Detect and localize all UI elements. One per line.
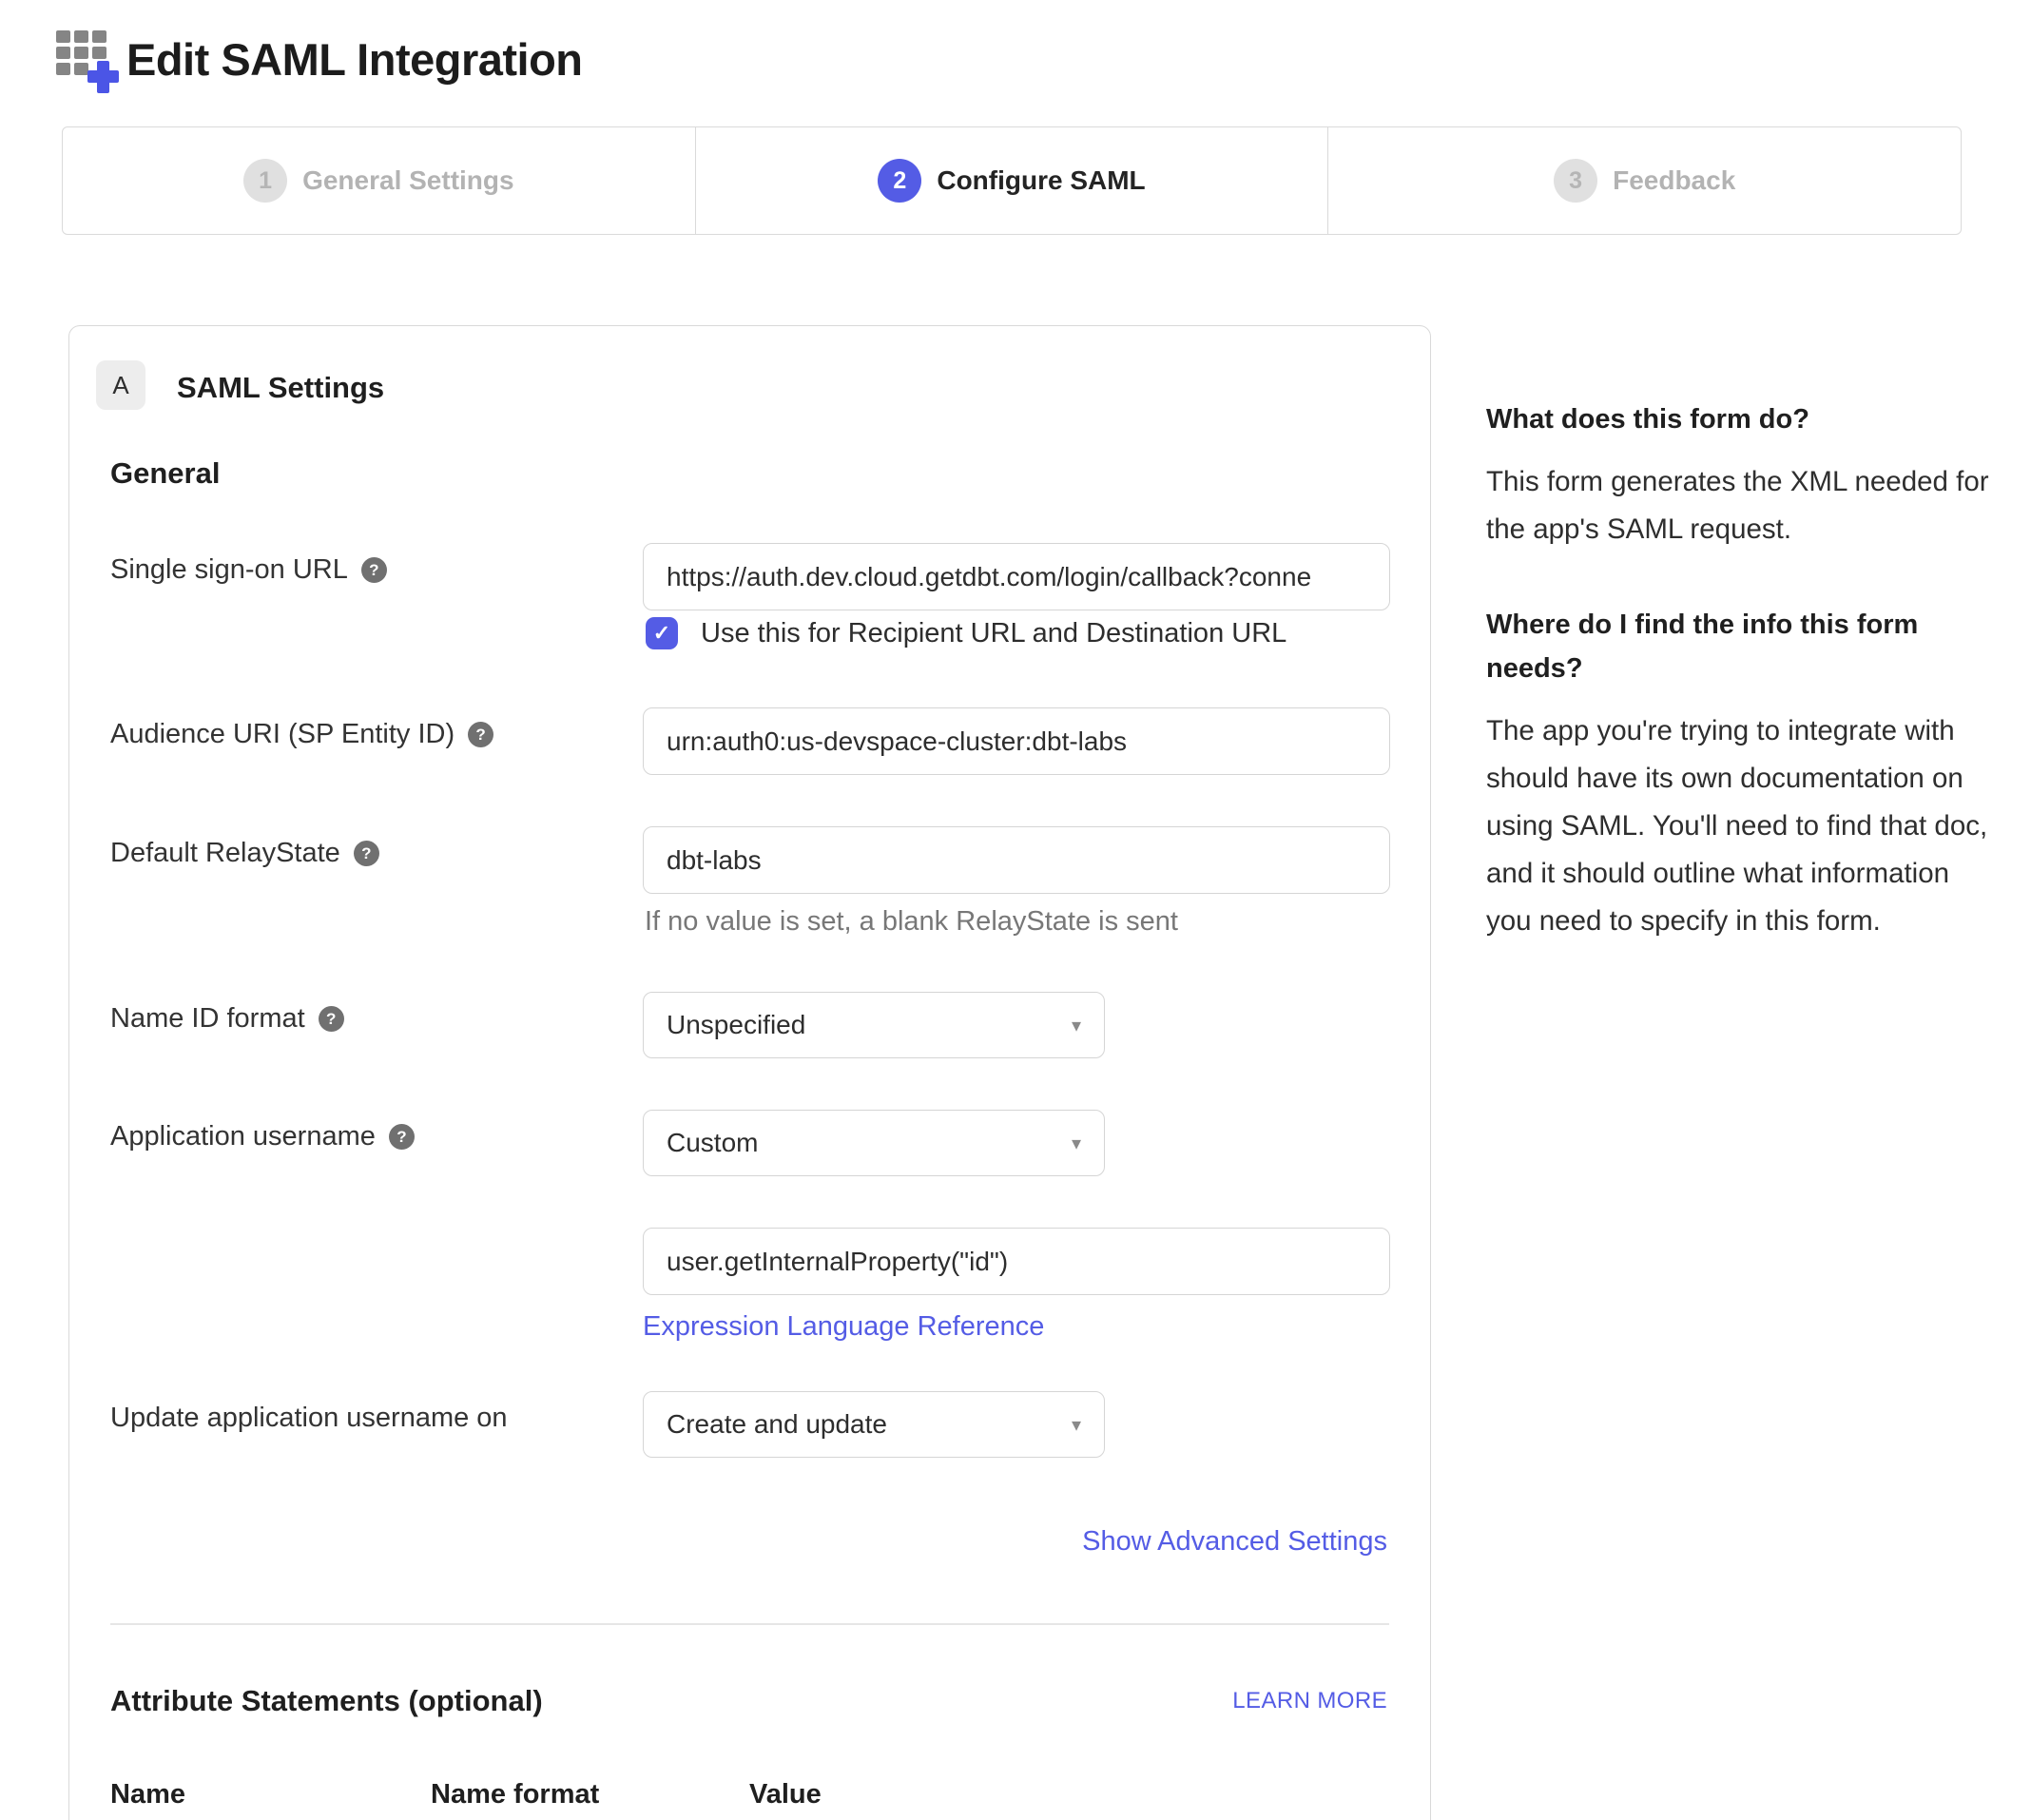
learn-more-link[interactable]: LEARN MORE xyxy=(1232,1688,1387,1714)
question-mark-icon[interactable]: ? xyxy=(361,557,387,583)
audience-uri-label: Audience URI (SP Entity ID) ? xyxy=(110,719,493,750)
step-general-settings[interactable] xyxy=(63,127,695,234)
relay-state-label: Default RelayState ? xyxy=(110,838,379,869)
chevron-down-icon: ▾ xyxy=(1071,1133,1081,1154)
grid-plus-icon xyxy=(54,25,119,93)
chevron-down-icon: ▾ xyxy=(1071,1414,1081,1436)
page-header xyxy=(54,25,583,93)
app-username-select[interactable]: Custom ▾ xyxy=(643,1110,1105,1176)
question-mark-icon[interactable]: ? xyxy=(319,1006,344,1032)
question-mark-icon[interactable]: ? xyxy=(354,841,379,866)
name-id-format-select[interactable]: Unspecified ▾ xyxy=(643,992,1105,1058)
column-header-value: Value xyxy=(749,1779,822,1810)
update-username-label: Update application username on xyxy=(110,1403,508,1433)
step-label: Configure SAML xyxy=(937,165,1146,195)
chevron-down-icon: ▾ xyxy=(1071,1015,1081,1036)
wizard-steps-bar xyxy=(62,126,1962,235)
sso-url-label: Single sign-on URL ? xyxy=(110,554,387,586)
sso-url-input[interactable] xyxy=(643,543,1390,610)
sidebar-paragraph-1: This form generates the XML needed for the app's SAML request. xyxy=(1486,466,1989,545)
relay-state-input[interactable] xyxy=(643,826,1390,894)
update-username-select[interactable]: Create and update ▾ xyxy=(643,1391,1105,1458)
step-number-badge: 1 xyxy=(243,159,287,203)
question-mark-icon[interactable]: ? xyxy=(389,1124,415,1150)
name-id-format-label: Name ID format ? xyxy=(110,1003,344,1035)
show-advanced-settings-link[interactable]: Show Advanced Settings xyxy=(1082,1526,1387,1557)
column-header-name: Name xyxy=(110,1779,185,1810)
step-label: General Settings xyxy=(302,165,514,195)
question-mark-icon[interactable]: ? xyxy=(468,722,493,747)
audience-uri-input[interactable] xyxy=(643,707,1390,775)
custom-expression-input[interactable] xyxy=(643,1228,1390,1295)
expression-language-reference-link[interactable]: Expression Language Reference xyxy=(643,1311,1045,1342)
step-number-badge: 2 xyxy=(878,159,921,203)
sidebar-heading-2: Where do I find the info this form needs? xyxy=(1486,610,1919,684)
page-title: Edit SAML Integration xyxy=(126,33,583,85)
saml-settings-card xyxy=(68,325,1431,1820)
step-label: Feedback xyxy=(1613,165,1736,195)
section-title: SAML Settings xyxy=(177,371,385,404)
help-sidebar xyxy=(1486,397,1995,945)
column-header-name-format: Name format xyxy=(431,1779,600,1810)
sso-checkbox-label[interactable]: Use this for Recipient URL and Destination URL xyxy=(701,617,1287,649)
checkbox-checked[interactable]: ✓ xyxy=(646,617,678,649)
step-feedback[interactable] xyxy=(1327,127,1961,234)
section-divider xyxy=(110,1623,1389,1625)
sso-checkbox-row xyxy=(646,617,1286,649)
step-configure-saml[interactable] xyxy=(695,127,1328,234)
sidebar-paragraph-2: The app you're trying to integrate with should have its own documentation on using SAML. You'll need to find that doc, and it should outline what information you need to specify in this form. xyxy=(1486,715,1988,937)
general-heading: General xyxy=(110,456,221,490)
sidebar-heading-1: What does this form do? xyxy=(1486,404,1809,435)
app-username-label: Application username ? xyxy=(110,1121,415,1152)
step-number-badge: 3 xyxy=(1554,159,1597,203)
attribute-statements-heading: Attribute Statements (optional) xyxy=(110,1684,543,1717)
section-a-badge: A xyxy=(96,360,145,410)
relay-state-helper: If no value is set, a blank RelayState is sent xyxy=(645,906,1178,937)
